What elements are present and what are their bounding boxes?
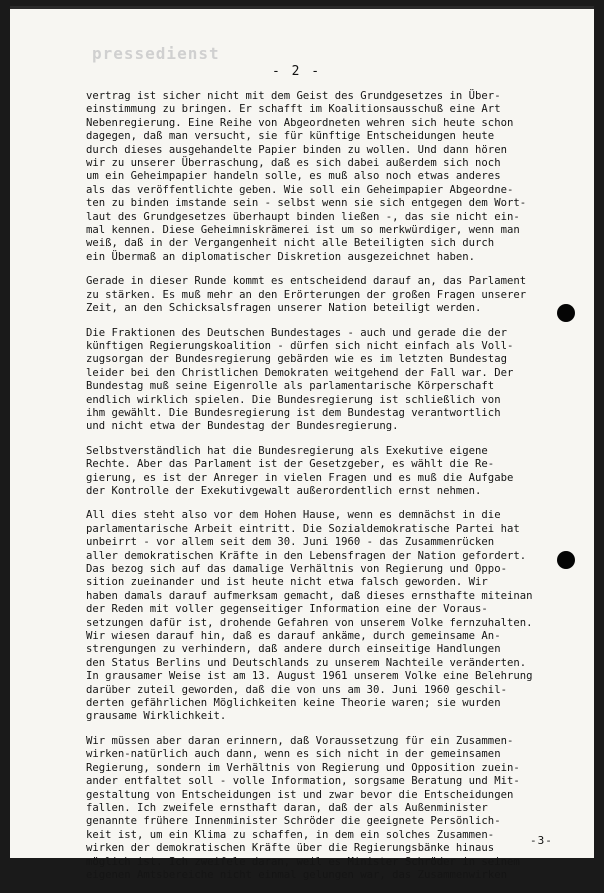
text-line: mal kennen. Diese Geheimniskrämerei ist um so merkwürdiger, wenn man — [86, 224, 520, 237]
text-line: All dies steht also vor dem Hohen Hause, wenn es demnächst in die — [86, 509, 501, 522]
text-line: Nebenregierung. Eine Reihe von Abgeordneten wehren sich heute schon — [86, 116, 514, 129]
text-line: vertrag ist sicher nicht mit dem Geist des Grundgesetzes in Über- — [86, 90, 501, 102]
text-line: Rechte. Aber das Parlament ist der Gesetzgeber, es wählt die Re- — [86, 458, 495, 471]
text-line: setzungen dafür ist, drohende Gefahren von unserem Volke fernzuhalten. — [86, 616, 533, 629]
text-line: ihm gewählt. Die Bundesregierung ist dem Bundestag verantwortlich — [86, 406, 501, 419]
text-line: den Status Berlins und Deutschlands zu unserem Nachteile veränderten. — [86, 656, 527, 669]
scan-edge-shadow — [10, 6, 594, 9]
faded-header-stamp: pressedienst — [92, 44, 220, 63]
text-line: darüber zuteil geworden, daß die von uns am 30. Juni 1960 geschil- — [86, 683, 507, 696]
text-line: haben damals darauf aufmerksam gemacht, daß dieses ernsthafte miteinan — [86, 589, 533, 602]
text-line: wirken der demokratischen Kräfte über die Regierungsbänke hinaus — [86, 842, 495, 855]
text-line: der Kontrolle der Exekutivgewalt außerordentlich ernst nehmen. — [86, 484, 482, 497]
text-line: ein Übermaß an diplomatischer Diskretion ausgezeichnet haben. — [86, 250, 476, 263]
text-line: strengungen zu verhindern, daß andere durch einseitige Handlungen — [86, 643, 501, 656]
text-line: und nicht etwa der Bundestag der Bundesregierung. — [86, 420, 399, 433]
next-page-marker: -3- — [530, 834, 553, 847]
text-line: Gerade in dieser Runde kommt es entscheidend darauf an, das Parlament — [86, 275, 527, 288]
text-line: Bundestag muß seine Eigenrolle als parlamentarische Körperschaft — [86, 380, 495, 393]
page-number: - 2 - — [272, 64, 322, 79]
text-line: unbeirrt - vor allem seit dem 30. Juni 1960 - das Zusammenrücken — [86, 536, 495, 549]
text-line: Regierung, sondern im Verhältnis von Regierung und Opposition zuein- — [86, 761, 520, 774]
paragraph-2 — [86, 275, 566, 315]
text-line: Wir wiesen darauf hin, daß es darauf ankäme, durch gemeinsame An- — [86, 630, 501, 643]
text-line: möglich ist. Ich zweifele daran, weil es Minister Schröder in seinem — [86, 855, 520, 868]
text-line: der Reden mit voller gegenseitiger Information eine der Voraus- — [86, 603, 488, 616]
text-line: zugsorgan der Bundesregierung gebärden wie es im letzten Bundestag — [86, 353, 507, 366]
text-line: gierung, es ist der Anreger in vielen Fragen und es muß die Aufgabe — [86, 471, 514, 484]
text-line: weiß, daß in der Vergangenheit nicht alle Beteiligten sich durch — [86, 237, 495, 250]
text-line: genannte frühere Innenminister Schröder die geeignete Persönlich- — [86, 815, 501, 828]
text-line: sition zueinander und ist heute nicht etwa falsch geworden. Wir — [86, 576, 488, 589]
paragraph-1 — [86, 90, 566, 264]
text-line: ten zu binden imstande sein - selbst wenn sie sich entgegen dem Wort- — [86, 197, 527, 210]
text-line: als das veröffentlichte geben. Wie soll ein Geheimpapier Abgeordne- — [86, 183, 514, 196]
text-line: zu stärken. Es muß mehr an den Erörterungen der großen Fragen unserer — [86, 288, 527, 301]
text-line: grausame Wirklichkeit. — [86, 710, 227, 723]
text-line: keit ist, um ein Klima zu schaffen, in dem ein solches Zusammen- — [86, 828, 495, 841]
paragraph-6 — [86, 735, 566, 882]
text-line: leider bei den Christlichen Demokraten weitgehend der Fall war. Der — [86, 366, 514, 379]
text-line: gestaltung von Entscheidungen ist und zwar bevor die Entscheidungen — [86, 788, 514, 801]
text-line: Selbstverständlich hat die Bundesregierung als Exekutive eigene — [86, 444, 488, 457]
paragraph-5 — [86, 509, 566, 724]
text-line: einstimmung zu bringen. Er schafft im Koalitionsausschuß eine Art — [86, 103, 501, 116]
text-line: Zeit, an den Schicksalsfragen unserer Nation beteiligt werden. — [86, 302, 482, 315]
text-line: In grausamer Weise ist am 13. August 1961 unserem Volke eine Belehrung — [86, 670, 533, 683]
text-line: endlich wirklich spielen. Die Bundesregierung ist schließlich von — [86, 393, 501, 406]
text-line: ander entfaltet soll - volle Information, sorgsame Beratung und Mit- — [86, 775, 520, 788]
text-line: Die Fraktionen des Deutschen Bundestages - auch und gerade die der — [86, 326, 507, 339]
text-line: laut des Grundgesetzes überhaupt binden ließen -, das sie nicht ein- — [86, 210, 520, 223]
text-line: eigenen Amtsbereiche nicht einmal gelungen war, das Zusammenwirken — [86, 868, 507, 881]
text-line: Wir müssen aber daran erinnern, daß Voraussetzung für ein Zusammen- — [86, 734, 514, 747]
body-text — [86, 90, 566, 893]
text-line: derten gefährlichen Möglichkeiten keine Theorie waren; sie wurden — [86, 697, 501, 710]
text-line: aller demokratischen Kräfte in den Lebensfragen der Nation gefordert. — [86, 549, 527, 562]
paragraph-4 — [86, 445, 566, 499]
document-page — [10, 6, 594, 881]
text-line: wir zu unserer Überraschung, daß es sich dabei außerdem sich noch — [86, 157, 501, 170]
text-line: parlamentarische Arbeit eintritt. Die Sozialdemokratische Partei hat — [86, 522, 520, 535]
paragraph-3 — [86, 327, 566, 434]
text-line: wirken-natürlich auch dann, wenn es sich nicht in der gemeinsamen — [86, 748, 501, 761]
text-line: Das bezog sich auf das damalige Verhältnis von Regierung und Oppo- — [86, 563, 507, 575]
text-line: fallen. Ich zweifele ernsthaft daran, daß der als Außenminister — [86, 801, 488, 814]
text-line: künftigen Regierungskoalition - dürfen sich nicht einfach als Voll- — [86, 339, 514, 352]
text-line: um ein Geheimpapier handeln solle, es muß also noch etwas anderes — [86, 170, 501, 183]
text-line: durch dieses ausgehandelte Papier binden zu wollen. Und dann hören — [86, 143, 507, 156]
text-line: dagegen, daß man versucht, sie für künftige Entscheidungen heute — [86, 130, 495, 143]
